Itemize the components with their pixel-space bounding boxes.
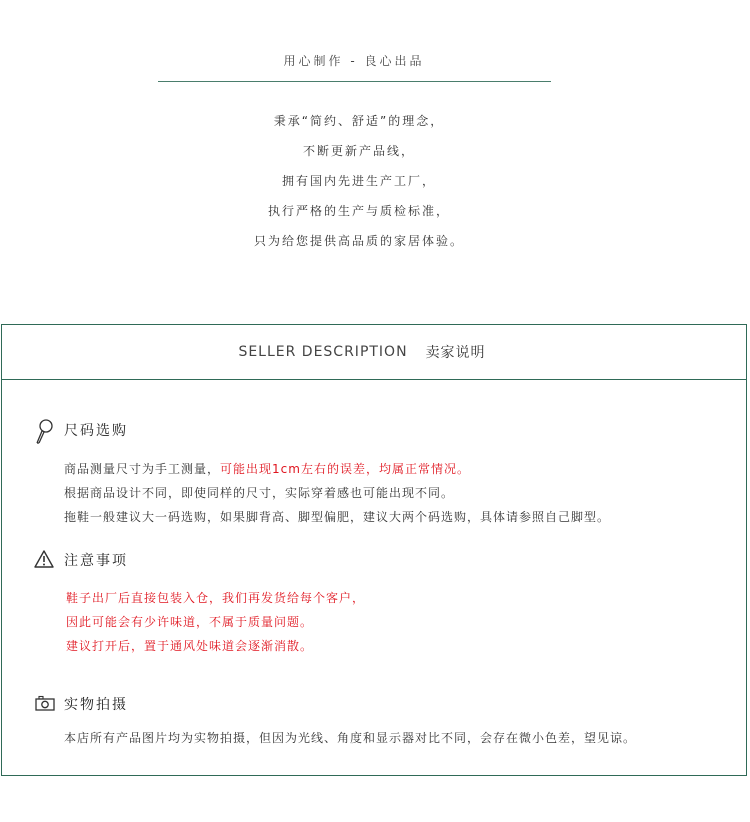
tagline-title: 用心制作 - 良心出品 xyxy=(283,54,425,68)
notice-line: 建议打开后，置于通风处味道会逐渐消散。 xyxy=(66,639,314,653)
sizing-title: 尺码选购 xyxy=(64,423,128,439)
notice-section-header xyxy=(34,549,128,571)
notice-line: 鞋子出厂后直接包装入仓，我们再发货给每个客户， xyxy=(66,591,366,605)
panel-title-zh: 卖家说明 xyxy=(425,345,486,361)
philosophy-line: 不断更新产品线， xyxy=(302,144,415,158)
sizing-section-header xyxy=(34,419,128,441)
notice-title: 注意事项 xyxy=(64,553,128,569)
sizing-line-highlight: 可能出现1cm左右的误差，均属正常情况。 xyxy=(220,462,470,476)
magnifier-icon xyxy=(34,419,56,441)
warning-icon xyxy=(34,549,56,571)
divider xyxy=(158,81,551,82)
philosophy-line: 秉承“简约、舒适”的理念， xyxy=(273,114,445,128)
panel-header xyxy=(2,325,746,380)
panel-title-en: SELLER DESCRIPTION xyxy=(238,344,408,360)
philosophy-line: 只为给您提供高品质的家居体验。 xyxy=(253,234,464,248)
photo-line: 本店所有产品图片均为实物拍摄，但因为光线、角度和显示器对比不同，会存在微小色差，望见谅。 xyxy=(64,731,637,745)
photo-title: 实物拍摄 xyxy=(64,697,128,713)
brand-philosophy xyxy=(0,112,718,262)
photo-section-header xyxy=(34,693,128,715)
philosophy-line: 执行严格的生产与质检标准， xyxy=(267,204,450,218)
sizing-line: 拖鞋一般建议大一码选购，如果脚背高、脚型偏肥，建议大两个码选购，具体请参照自己脚型。 xyxy=(64,510,611,524)
sizing-line: 根据商品设计不同，即使同样的尺寸，实际穿着感也可能出现不同。 xyxy=(64,486,455,500)
notice-text xyxy=(66,586,365,658)
notice-line: 因此可能会有少许味道，不属于质量问题。 xyxy=(66,615,314,629)
seller-description-panel xyxy=(1,324,747,776)
photo-text xyxy=(64,726,636,750)
sizing-line xyxy=(64,457,610,481)
sizing-line-prefix: 商品测量尺寸为手工测量， xyxy=(64,462,221,476)
camera-icon xyxy=(34,693,56,715)
sizing-text xyxy=(64,457,610,529)
philosophy-line: 拥有国内先进生产工厂， xyxy=(281,174,436,188)
